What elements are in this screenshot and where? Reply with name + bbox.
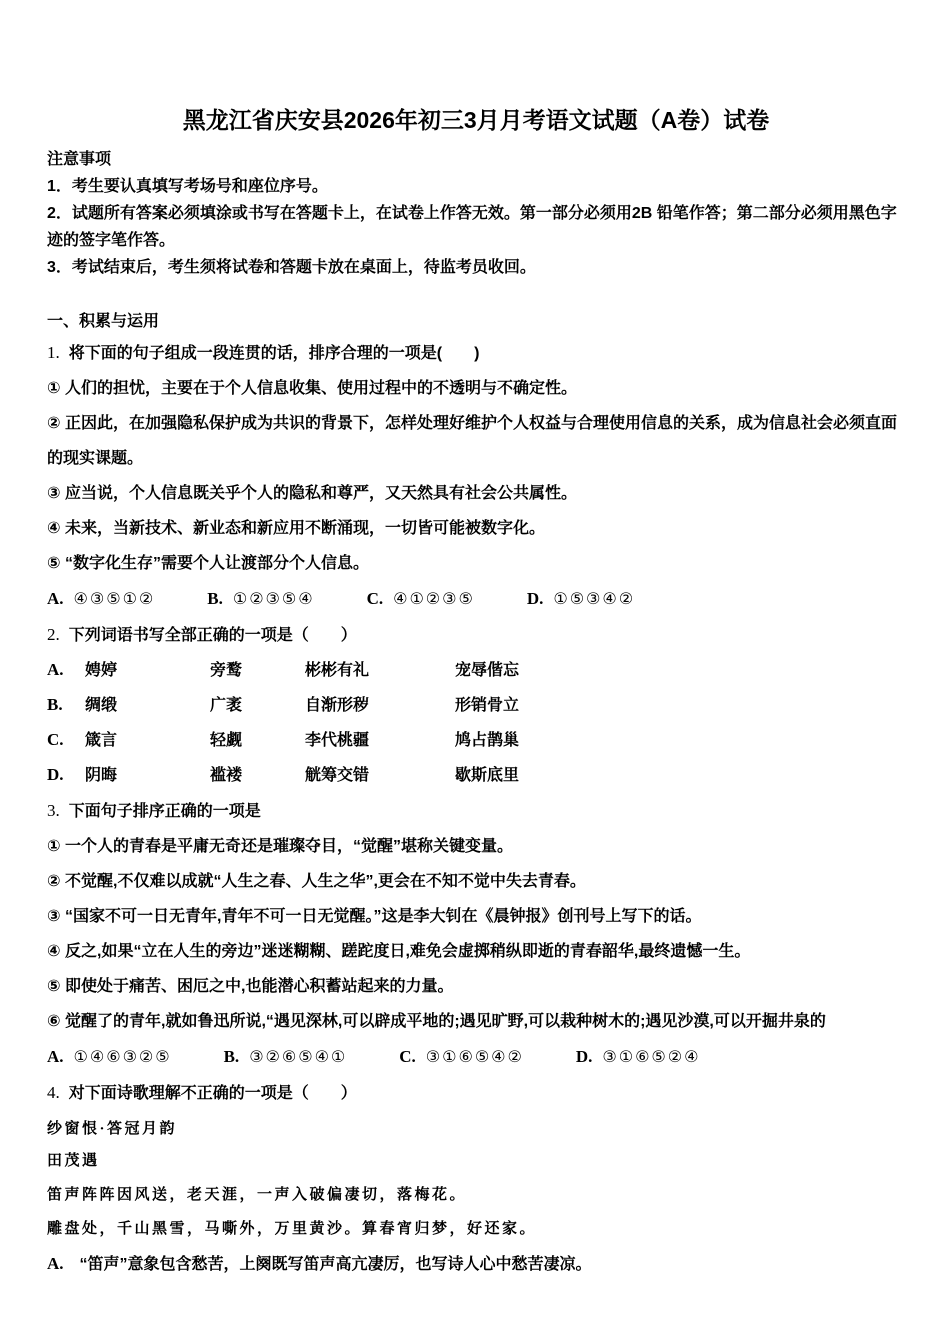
q3-option-b-value: ③②⑥⑤④① xyxy=(249,1047,348,1066)
q2-row-b-word-4: 形销骨立 xyxy=(455,697,520,714)
q3-option-d-value: ③①⑥⑤②④ xyxy=(602,1047,701,1066)
q2-row-d-word-2: 褴褛 xyxy=(210,767,243,784)
q3-option-a-value: ①④⑥③②⑤ xyxy=(73,1047,172,1066)
question-3-stem xyxy=(47,793,905,829)
q3-sentence-5: ⑤ 即使处于痛苦、困厄之中,也能潜心积蓄站起来的力量。 xyxy=(47,978,454,995)
q2-row-a-word-2: 旁鹜 xyxy=(210,662,243,679)
q2-row-b-word-3: 自渐形秽 xyxy=(305,697,370,714)
question-1 xyxy=(47,335,905,617)
question-2 xyxy=(47,617,905,793)
q3-sentence-2: ② 不觉醒,不仅难以成就“人生之春、人生之华”,更会在不知不觉中失去青春。 xyxy=(47,873,586,890)
poem-author: 田茂遇 xyxy=(47,1153,100,1169)
q3-option-c xyxy=(399,1039,524,1075)
q3-option-c-label: C. xyxy=(399,1047,416,1066)
q1-sentence-3: ③ 应当说，个人信息既关乎个人的隐私和尊严，又天然具有社会公共属性。 xyxy=(47,485,577,502)
q2-row-a xyxy=(47,653,905,688)
q3-option-b-label: B. xyxy=(223,1047,240,1066)
q1-option-b-value: ①②③⑤④ xyxy=(232,589,315,608)
poem xyxy=(47,1113,905,1245)
notice-item-2: 2．试题所有答案必须填涂或书写在答题卡上，在试卷上作答无效。第一部分必须用2B 铅笔作答；第二部分必须用黑色字迹的签字笔作答。 xyxy=(47,205,897,249)
q2-row-d-word-4: 歇斯底里 xyxy=(455,767,520,784)
q3-option-d xyxy=(576,1039,701,1075)
q1-option-a-label: A. xyxy=(47,589,64,608)
question-3 xyxy=(47,793,905,1075)
q2-row-c-word-4: 鸠占鹊巢 xyxy=(455,732,520,749)
question-3-stem-text: 下面句子排序正确的一项是 xyxy=(68,803,261,820)
question-4-stem-text: 对下面诗歌理解不正确的一项是（ ） xyxy=(68,1085,357,1102)
q2-row-d xyxy=(47,758,905,793)
q3-option-b xyxy=(224,1039,348,1075)
q1-option-c-value: ④①②③⑤ xyxy=(393,589,475,608)
q2-row-d-word-3: 觥筹交错 xyxy=(305,767,370,784)
q1-option-d-label: D. xyxy=(526,589,544,608)
question-4 xyxy=(47,1075,905,1284)
q1-sentence-4: ④ 未来，当新技术、新业态和新应用不断涌现，一切皆可能被数字化。 xyxy=(47,520,545,537)
notice-item-1: 1．考生要认真填写考场号和座位序号。 xyxy=(47,178,328,195)
q1-option-b xyxy=(207,581,314,617)
q1-option-c-label: C. xyxy=(366,589,384,608)
q2-row-c-word-3: 李代桃疆 xyxy=(305,732,370,749)
poem-title: 纱窗恨·答冠月韵 xyxy=(47,1121,178,1137)
q3-options-row xyxy=(47,1039,905,1075)
question-1-stem xyxy=(47,335,905,371)
q3-option-a-label: A. xyxy=(47,1047,64,1066)
q3-option-d-label: D. xyxy=(575,1047,593,1066)
q3-sentence-1: ① 一个人的青春是平庸无奇还是璀璨夺目，“觉醒”堪称关键变量。 xyxy=(47,838,513,855)
q4-option-a xyxy=(47,1245,905,1284)
question-4-stem xyxy=(47,1075,905,1111)
q1-sentence-2: ② 正因此，在加强隐私保护成为共识的背景下，怎样处理好维护个人权益与合理使用信息的关系，成为信息社会必须直面的现实课题。 xyxy=(47,415,897,467)
question-4-number: 4. xyxy=(47,1083,60,1102)
q2-row-d-word-1: 阴晦 xyxy=(85,767,118,784)
q2-row-c-word-1: 箴言 xyxy=(85,732,118,749)
q1-option-d-value: ①⑤③④② xyxy=(553,589,636,608)
q3-sentence-6: ⑥ 觉醒了的青年,就如鲁迅所说,“遇见深林,可以辟成平地的;遇见旷野,可以栽种树木的;遇见沙漠,可以开掘井泉的 xyxy=(47,1013,826,1030)
q1-option-a xyxy=(47,581,155,617)
q1-sentence-1: ① 人们的担忧，主要在于个人信息收集、使用过程中的不透明与不确定性。 xyxy=(47,380,577,397)
q1-options-row xyxy=(47,581,905,617)
q3-sentence-3: ③ “国家不可一日无青年,青年不可一日无觉醒。”这是李大钊在《晨钟报》创刊号上写下的话。 xyxy=(47,908,702,925)
q2-row-c xyxy=(47,723,905,758)
question-2-stem xyxy=(47,617,905,653)
q2-row-b-label: B. xyxy=(47,695,63,714)
question-2-number: 2. xyxy=(47,625,60,644)
q1-option-b-label: B. xyxy=(207,589,223,608)
notice-section xyxy=(47,146,905,281)
poem-line-2: 雕盘处，千山黑雪，马嘶外，万里黄沙。算春宵归梦，好还家。 xyxy=(47,1221,538,1237)
notice-heading: 注意事项 xyxy=(47,151,112,168)
question-3-number: 3. xyxy=(47,801,60,820)
q4-option-a-text: “笛声”意象包含愁苦，上阕既写笛声高亢凄厉，也写诗人心中愁苦凄凉。 xyxy=(79,1256,592,1273)
section-heading: 一、积累与运用 xyxy=(47,313,160,330)
q2-row-b-word-2: 广袤 xyxy=(210,697,243,714)
q3-option-a xyxy=(47,1039,172,1075)
exam-title: 黑龙江省庆安县2026年初三3月月考语文试题（A卷）试卷 xyxy=(182,107,770,133)
question-2-stem-text: 下列词语书写全部正确的一项是（ ） xyxy=(68,627,357,644)
q2-row-a-word-4: 宠辱偕忘 xyxy=(455,662,520,679)
q2-row-a-word-3: 彬彬有礼 xyxy=(305,662,370,679)
q2-row-b xyxy=(47,688,905,723)
q2-row-a-label: A. xyxy=(47,660,64,679)
q4-option-a-label: A. xyxy=(47,1254,64,1273)
q1-option-a-value: ④③⑤①② xyxy=(73,589,156,608)
q2-row-c-word-2: 轻觑 xyxy=(210,732,243,749)
q2-row-a-word-1: 娉婷 xyxy=(85,662,118,679)
q3-sentence-4: ④ 反之,如果“立在人生的旁边”迷迷糊糊、蹉跎度日,难免会虚掷稍纵即逝的青春韶华,最终遗憾一生。 xyxy=(47,943,751,960)
q2-row-d-label: D. xyxy=(47,765,64,784)
q1-option-c xyxy=(367,581,475,617)
q3-option-c-value: ③①⑥⑤④② xyxy=(425,1047,524,1066)
q1-option-d xyxy=(527,581,635,617)
q1-sentence-5: ⑤ “数字化生存”需要个人让渡部分个人信息。 xyxy=(47,555,369,572)
q2-row-b-word-1: 绸缎 xyxy=(85,697,118,714)
notice-item-3: 3．考试结束后，考生须将试卷和答题卡放在桌面上，待监考员收回。 xyxy=(47,259,536,276)
question-1-number: 1. xyxy=(47,343,60,362)
poem-line-1: 笛声阵阵因风送，老天涯，一声入破偏凄切，落梅花。 xyxy=(47,1187,468,1203)
q2-row-c-label: C. xyxy=(47,730,64,749)
question-1-stem-text: 将下面的句子组成一段连贯的话，排序合理的一项是( ) xyxy=(68,345,480,362)
